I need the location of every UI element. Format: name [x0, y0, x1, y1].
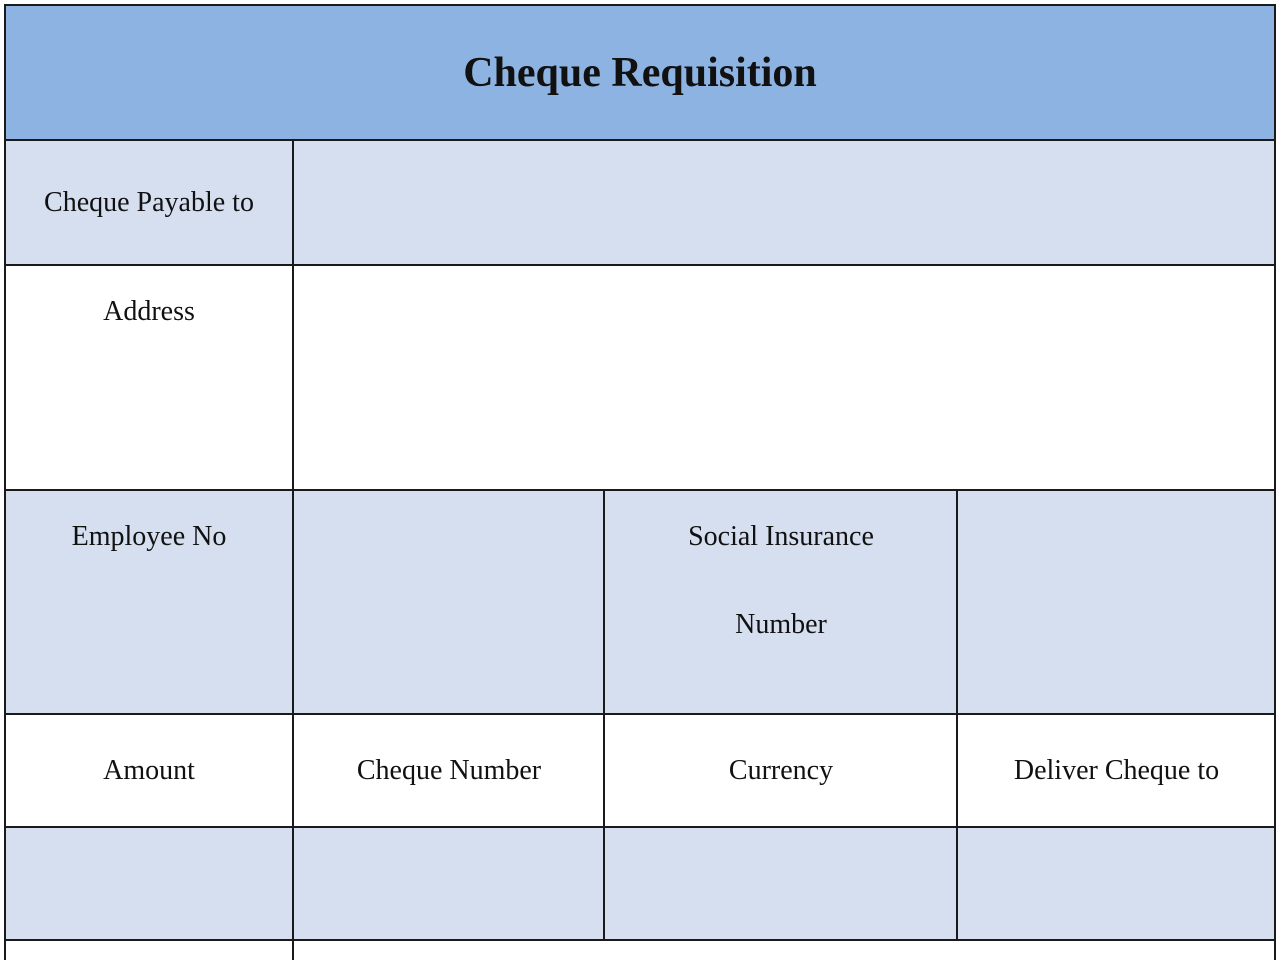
border-top [4, 4, 1276, 6]
address-label: Address [5, 266, 293, 490]
address-field[interactable] [294, 266, 1275, 490]
border-left [4, 4, 6, 960]
social-insurance-label [605, 491, 957, 714]
currency-label: Currency [605, 715, 957, 827]
amount-field[interactable] [5, 828, 293, 939]
deliver-to-label: Deliver Cheque to [958, 715, 1275, 827]
border-right [1274, 4, 1276, 960]
rule-h1 [4, 139, 1276, 141]
cheque-number-field[interactable] [294, 828, 604, 939]
payable-to-field[interactable] [294, 141, 1275, 265]
rule-v2 [603, 489, 605, 941]
rule-h2 [4, 264, 1276, 266]
currency-field[interactable] [605, 828, 957, 939]
social-insurance-label-line2: Number [735, 609, 827, 640]
form-title: Cheque Requisition [5, 5, 1275, 140]
social-insurance-field[interactable] [958, 491, 1275, 714]
employee-no-label: Employee No [5, 491, 293, 714]
amount-label: Amount [5, 715, 293, 827]
rule-h5 [4, 826, 1276, 828]
rule-h6 [4, 939, 1276, 941]
rule-v3 [956, 489, 958, 941]
next-row-partial [5, 941, 1275, 960]
rule-h4 [4, 713, 1276, 715]
payable-to-label: Cheque Payable to [5, 141, 293, 265]
cheque-number-label: Cheque Number [294, 715, 604, 827]
rule-v1 [292, 139, 294, 960]
employee-no-field[interactable] [294, 491, 604, 714]
rule-h3 [4, 489, 1276, 491]
social-insurance-label-line1: Social Insurance [688, 521, 874, 552]
deliver-to-field[interactable] [958, 828, 1275, 939]
